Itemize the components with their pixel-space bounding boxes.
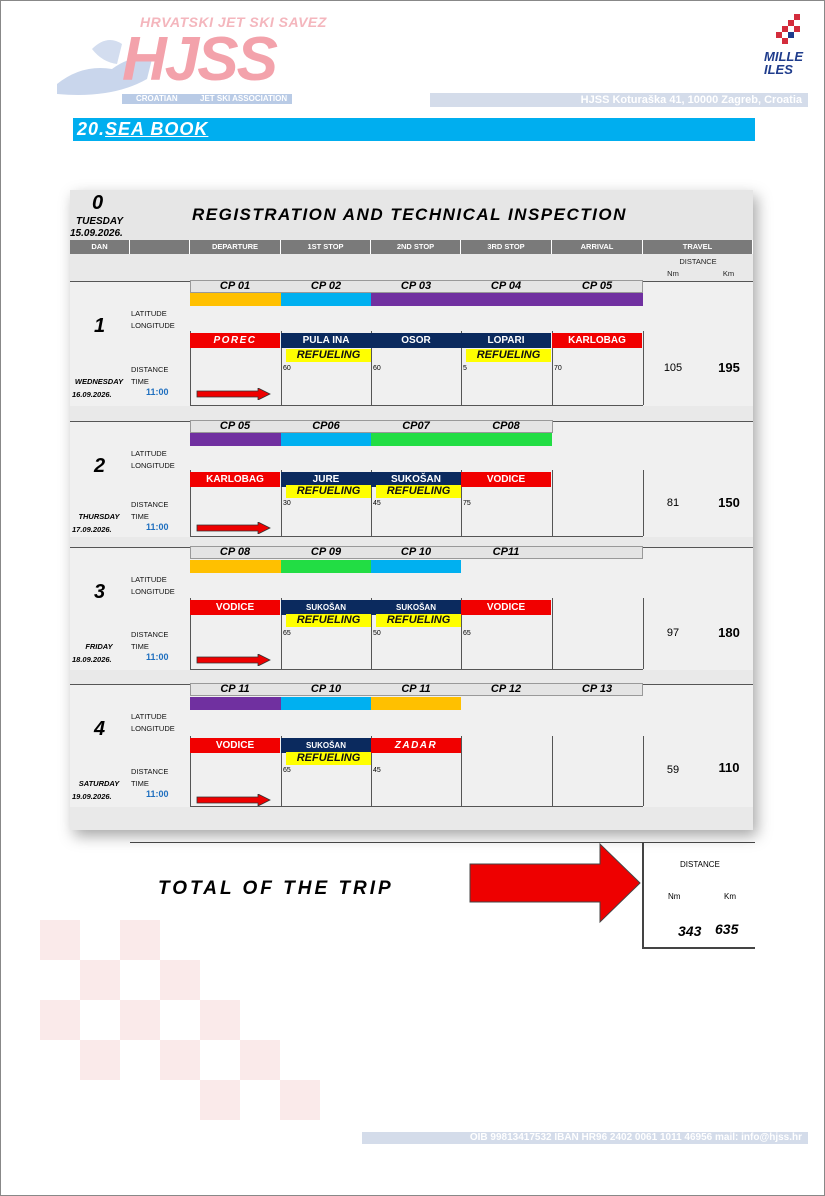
total-km-label: Km [724,892,736,901]
leg-distance: 65 [283,630,291,637]
logo-abbr: HJSS [122,25,276,94]
checkpoint-label: CP 12 [490,683,522,695]
grid-line [461,736,462,806]
longitude-label: LONGITUDE [131,461,175,470]
grid-line [552,736,553,806]
logo-title: HRVATSKI JET SKI SAVEZ [140,14,327,30]
checkpoint-colorbar [190,560,281,573]
day-date: 17.09.2026. [72,525,112,534]
time-label: TIME [131,512,149,521]
refueling-badge: REFUELING [376,614,461,627]
leg-distance: 65 [463,630,471,637]
checkpoint-colorbar [371,560,461,573]
checkpoint-label: CP 11 [401,683,431,695]
longitude-label: LONGITUDE [131,724,175,733]
checkpoint-label: CP11 [492,546,520,558]
route-arrow-icon [196,794,272,806]
logo-sub2: JET SKI ASSOCIATION [200,94,288,103]
checkpoint-label: CP 13 [581,683,613,695]
checkpoint-label: CP 03 [400,280,432,292]
distance-label: DISTANCE [131,767,169,776]
place-name: VODICE [461,472,551,487]
checkered-flag-icon [768,14,808,48]
place-name: ZADAR [371,738,461,753]
place-name: VODICE [190,738,280,753]
checkpoint-label: CP 11 [220,683,250,695]
distance-label: DISTANCE [131,500,169,509]
day-nm: 105 [663,362,683,374]
checkpoint-label: CP 05 [581,280,613,292]
grid-line [552,470,553,536]
place-name: VODICE [461,600,551,615]
latitude-label: LATITUDE [131,712,167,721]
checkpoint-label: CP06 [312,420,340,432]
leg-distance: 45 [373,767,381,774]
checkpoint-label: CP 05 [219,420,251,432]
day0-weekday: TUESDAY [76,216,124,227]
day-km: 150 [718,495,740,510]
time-label: TIME [131,377,149,386]
time-label: TIME [131,642,149,651]
refueling-badge: REFUELING [466,349,551,362]
day-number: 2 [94,455,106,477]
day-weekday: THURSDAY [78,512,120,521]
leg-distance: 50 [373,630,381,637]
checkpoint-label: CP 02 [310,280,342,292]
day-weekday: WEDNESDAY [74,377,124,386]
distance-label: DISTANCE [131,365,169,374]
total-distance-label: DISTANCE [680,860,720,869]
checkpoint-label: CP 10 [400,546,432,558]
checkpoint-label: CP 09 [310,546,342,558]
day-weekday: FRIDAY [85,642,113,651]
day-nm: 81 [666,497,680,509]
time-label: TIME [131,779,149,788]
day-km: 180 [718,625,740,640]
day-number: 4 [94,718,106,740]
place-name: SUKOŠAN [281,738,371,753]
longitude-label: LONGITUDE [131,587,175,596]
leg-distance: 45 [373,500,381,507]
total-box [642,842,755,949]
section-number: 20. [77,119,106,139]
refueling-badge: REFUELING [286,752,371,765]
day-nm: 59 [666,764,680,776]
day-weekday: SATURDAY [78,779,120,788]
day-number: 3 [94,581,106,603]
checkpoint-label: CP 10 [310,683,342,695]
place-name: JURE [281,472,371,487]
checkpoint-colorbar [190,697,281,710]
block-bottom-line [190,405,643,406]
total-nm-label: Nm [668,892,681,901]
checkpoint-colorbar [371,433,552,446]
footer-bar: OIB 99813417532 IBAN HR96 2402 0061 1011 46956 mail: info@hjss.hr [362,1132,808,1144]
place-name: KARLOBAG [190,472,280,487]
checkpoint-label: CP07 [402,420,430,432]
address-bar: HJSS Koturaška 41, 10000 Zagreb, Croatia [430,93,808,107]
checkpoint-colorbar [281,293,371,306]
leg-distance: 75 [463,500,471,507]
section-title: SEA BOOK [105,119,209,139]
col-distance: DISTANCE [679,257,717,266]
place-name: VODICE [190,600,280,615]
checkpoint-label: CP 01 [219,280,251,292]
col-arrival: ARRIVAL [552,240,643,254]
registration-title: REGISTRATION AND TECHNICAL INSPECTION [192,205,627,224]
place-name: KARLOBAG [552,333,642,348]
right-arrow-icon [468,842,643,924]
day-date: 16.09.2026. [72,390,112,399]
day0-date: 15.09.2026. [70,228,123,239]
leg-distance: 5 [463,365,467,372]
day0-number: 0 [92,192,104,214]
grid-line [643,331,644,405]
place-name: OSOR [371,333,461,348]
latitude-label: LATITUDE [131,309,167,318]
checkpoint-label: CP 04 [490,280,522,292]
day-time: 11:00 [146,522,169,532]
day-number: 1 [94,315,106,337]
distance-label: DISTANCE [131,630,169,639]
refueling-badge: REFUELING [376,485,461,498]
col-travel: TRAVEL [643,240,753,254]
day-date: 19.09.2026. [72,792,112,801]
col-stop1: 1ST STOP [281,240,371,254]
place-name: SUKOŠAN [371,600,461,615]
hjss-logo [52,14,327,106]
checkpoint-colorbar [371,293,643,306]
grid-line [552,598,553,669]
latitude-label: LATITUDE [131,575,167,584]
place-name: LOPARI [461,333,551,348]
checkpoint-colorbar [190,433,281,446]
grid-line [643,598,644,669]
checkpoint-label: CP08 [492,420,520,432]
route-arrow-icon [196,522,272,534]
place-name: POREC [190,333,280,348]
day-time: 11:00 [146,652,169,662]
block-bottom-line [190,669,643,670]
route-arrow-icon [196,654,272,666]
checkpoint-colorbar [281,433,371,446]
day-km: 110 [718,760,740,775]
grid-line [643,470,644,536]
partner-logo-text: MILLE ILES [764,49,803,77]
leg-distance: 70 [554,365,562,372]
day-time: 11:00 [146,387,169,397]
total-km: 635 [715,921,739,937]
col-departure: DEPARTURE [190,240,281,254]
place-name: SUKOŠAN [371,472,461,487]
day0-row [70,190,753,240]
leg-distance: 30 [283,500,291,507]
leg-distance: 60 [373,365,381,372]
place-name: SUKOŠAN [281,600,371,615]
leg-distance: 65 [283,767,291,774]
refueling-badge: REFUELING [286,349,371,362]
leg-distance: 60 [283,365,291,372]
day-nm: 97 [666,627,680,639]
checkpoint-label: CP 08 [219,546,251,558]
checkpoint-colorbar [371,697,461,710]
col-blank [130,240,190,254]
place-name: PULA INA [281,333,371,348]
checkpoint-colorbar [281,697,371,710]
total-title: TOTAL OF THE TRIP [158,878,394,899]
latitude-label: LATITUDE [131,449,167,458]
total-nm: 343 [678,923,702,939]
day-time: 11:00 [146,789,169,799]
col-stop3: 3RD STOP [461,240,552,254]
col-stop2: 2ND STOP [371,240,461,254]
block-bottom-line [190,536,643,537]
section-header [73,118,755,141]
grid-line [643,736,644,806]
col-km: Km [722,269,735,278]
route-arrow-icon [196,388,272,400]
block-bottom-line [190,806,643,807]
day-date: 18.09.2026. [72,655,112,664]
mille-iles-logo [762,14,810,84]
longitude-label: LONGITUDE [131,321,175,330]
day-km: 195 [718,360,740,375]
checkpoint-colorbar [190,293,281,306]
refueling-badge: REFUELING [286,614,371,627]
checkpoint-colorbar [281,560,371,573]
refueling-badge: REFUELING [286,485,371,498]
watermark-flag-icon [0,880,420,1150]
col-dan: DAN [70,240,130,254]
logo-sub1: CROATIAN [136,94,178,103]
col-nm: Nm [667,269,679,278]
